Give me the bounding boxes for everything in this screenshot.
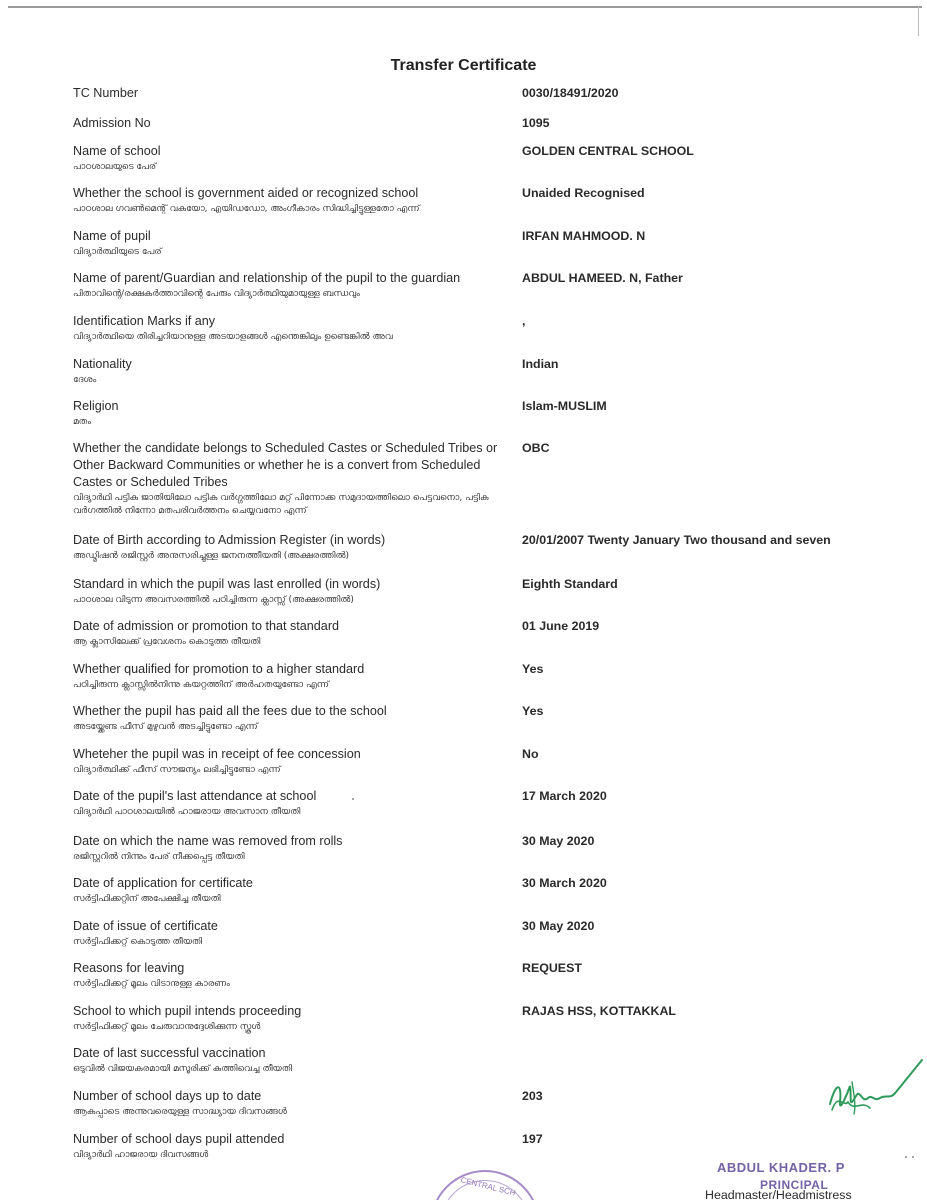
field-label-malayalam: വിദ്യാര്‍ഥി പാഠശാലയില്‍ ഹാജരായ അവസാന തീയതി: [73, 807, 301, 817]
field-value: OBC: [522, 441, 550, 455]
field-label: [73, 661, 503, 692]
field-label: [73, 1003, 503, 1034]
field-value: IRFAN MAHMOOD. N: [522, 229, 646, 243]
scan-speck: [912, 1156, 914, 1158]
field-value: 30 May 2020: [522, 919, 595, 933]
scan-speck: [352, 798, 354, 800]
field-value: No: [522, 747, 539, 761]
field-label-english: Nationality: [73, 357, 132, 371]
field-value: 1095: [522, 116, 550, 130]
field-label-malayalam: വിദ്യാര്‍ഥി പട്ടിക ജാതിയിലോ പട്ടിക വര്‍ഗ്ഗത്തിലോ മറ്റ് പിന്നോക്ക സമുദായത്തിലൊ പെട്ടവനൊ, പട്ടിക വര്‍ഗത്തില്‍ നിന്നോ മതപരിവര്‍ത്തനം ചെയ്യവനോ എന്ന്: [73, 493, 489, 516]
field-label-english: Name of parent/Guardian and relationship of the pupil to the guardian: [73, 271, 461, 285]
field-label: [73, 875, 503, 906]
field-label-english: Date of Birth according to Admission Register (in words): [73, 533, 386, 547]
field-label-malayalam: വിദ്യാര്‍ത്ഥിയെ തിരിച്ചറിയാനുള്ള അടയാളങ്ങള്‍ എന്തെങ്കിലും ഉണ്ടെങ്കില്‍ അവ: [73, 332, 393, 342]
field-label: [73, 1088, 503, 1119]
field-label: [73, 618, 503, 649]
field-value: 17 March 2020: [522, 789, 607, 803]
field-label: [73, 788, 503, 819]
field-label-malayalam: വിദ്യാര്‍ത്ഥിക്ക് ഫീസ് സൗജന്യം ലഭിച്ചിട്ടുണ്ടോ എന്ന്: [73, 765, 281, 775]
field-value: 197: [522, 1132, 543, 1146]
field-label-malayalam: സര്‍ട്ടിഫിക്കറ്റിന് അപേക്ഷിച്ച തീയതി: [73, 894, 221, 904]
field-label-malayalam: ദേശം: [73, 375, 97, 385]
field-value: Islam-MUSLIM: [522, 399, 607, 413]
field-label-english: Religion: [73, 399, 119, 413]
scan-speck: [905, 1156, 907, 1158]
field-label: [73, 185, 503, 216]
field-label-malayalam: സര്‍ട്ടിഫിക്കറ്റ് കൊടുത്ത തീയതി: [73, 937, 203, 947]
scan-edge-right: [918, 6, 919, 36]
field-value: Unaided Recognised: [522, 186, 645, 200]
field-label-english: Admission No: [73, 116, 151, 130]
field-value: RAJAS HSS, KOTTAKKAL: [522, 1004, 676, 1018]
field-label: [73, 532, 503, 563]
field-label: [73, 85, 503, 103]
field-label-malayalam: പാഠശാല വിടുന്ന അവസരത്തില്‍ പഠിച്ചിരുന്ന ക്ലാസ്സ് (അക്ഷരത്തില്‍): [73, 595, 354, 605]
principal-signature: [818, 1052, 923, 1132]
field-label: [73, 270, 503, 301]
field-label-english: Number of school days up to date: [73, 1089, 262, 1103]
field-label: [73, 576, 503, 607]
field-label-malayalam: ആകപ്പാടെ അന്നുവരെയുള്ള സാദ്ധ്യായ ദിവസങ്ങള്‍: [73, 1107, 287, 1117]
field-label-english: Identification Marks if any: [73, 314, 216, 328]
field-label-english: Reasons for leaving: [73, 961, 185, 975]
field-label: [73, 1045, 503, 1076]
field-label-english: TC Number: [73, 86, 139, 100]
scan-edge-top: [8, 6, 922, 8]
field-label-malayalam: വിദ്യാര്‍ഥി ഹാജരായ ദിവസങ്ങള്‍: [73, 1150, 209, 1160]
field-label-english: Number of school days pupil attended: [73, 1132, 285, 1146]
field-label-english: Whether the pupil has paid all the fees due to the school: [73, 704, 387, 718]
field-value: 30 May 2020: [522, 834, 595, 848]
field-label-malayalam: അഡ്മിഷന്‍ രജിസ്റ്റര്‍ അനുസരിച്ചുള്ള ജനനത്തീയതി (അക്ഷരത്തില്‍): [73, 551, 350, 561]
field-label-english: Date of application for certificate: [73, 876, 253, 890]
field-label-english: Date of last successful vaccination: [73, 1046, 266, 1060]
field-label-english: Standard in which the pupil was last enrolled (in words): [73, 577, 381, 591]
signatory-label: Headmaster/Headmistress: [705, 1188, 852, 1200]
field-value: Eighth Standard: [522, 577, 618, 591]
field-label-english: Whether qualified for promotion to a higher standard: [73, 662, 365, 676]
field-label-malayalam: പഠിച്ചിരുന്ന ക്ലാസ്സില്‍നിന്നു കയറ്റത്തിന് അര്‍ഹതയുണ്ടോ എന്ന്: [73, 680, 329, 690]
field-label-malayalam: ഒടുവില്‍ വിജയകരമായി മസൂരിക്ക് കുത്തിവെച്ച തീയതി: [73, 1064, 292, 1074]
field-label: [73, 356, 503, 387]
field-value: Yes: [522, 662, 544, 676]
field-value: ABDUL HAMEED. N, Father: [522, 271, 683, 285]
field-label-english: Name of school: [73, 144, 161, 158]
stamp-role: PRINCIPAL: [760, 1178, 829, 1192]
field-value: REQUEST: [522, 961, 582, 975]
field-label: [73, 833, 503, 864]
field-label: [73, 228, 503, 259]
field-label-english: Wheteher the pupil was in receipt of fee concession: [73, 747, 361, 761]
field-label: [73, 1131, 503, 1162]
field-value: 30 March 2020: [522, 876, 607, 890]
field-label: [73, 918, 503, 949]
field-value: Indian: [522, 357, 559, 371]
seal-text: CENTRAL SCH: [459, 1175, 517, 1198]
stamp-name: ABDUL KHADER. P: [717, 1160, 845, 1175]
field-label-malayalam: പിതാവിന്റെ/രക്ഷകര്‍ത്താവിന്റെ പേരും വിദ്യാര്‍ത്ഥിയുമായുള്ള ബന്ധവും: [73, 289, 360, 299]
field-label-english: Date of issue of certificate: [73, 919, 218, 933]
field-value: GOLDEN CENTRAL SCHOOL: [522, 144, 694, 158]
field-label: [73, 398, 503, 429]
field-label-english: Date on which the name was removed from rolls: [73, 834, 343, 848]
field-label-malayalam: പാഠശാലയുടെ പേര്: [73, 162, 157, 172]
field-value: 203: [522, 1089, 543, 1103]
field-label: [73, 313, 503, 344]
field-label-english: Whether the candidate belongs to Scheduled Castes or Scheduled Tribes or Other Backward Communities or whether he is a convert from Scheduled Castes or Scheduled Tribes: [73, 441, 498, 489]
document-title: Transfer Certificate: [390, 57, 537, 74]
field-value: 20/01/2007 Twenty January Two thousand and seven: [522, 533, 831, 547]
field-label-english: Name of pupil: [73, 229, 151, 243]
field-label-english: Date of the pupil's last attendance at school: [73, 789, 317, 803]
field-label: [73, 143, 503, 174]
field-label: [73, 440, 503, 518]
field-label-malayalam: വിദ്യാര്‍ത്ഥിയുടെ പേര്: [73, 247, 162, 257]
field-value: 01 June 2019: [522, 619, 600, 633]
field-label-malayalam: സര്‍ട്ടിഫിക്കറ്റ് മൂലം വിടാനുള്ള കാരണം: [73, 979, 230, 989]
field-label-malayalam: സര്‍ട്ടിഫിക്കറ്റ് മൂലം ചേരുവാനുദ്ദേശിക്കുന്ന സ്കൂള്‍: [73, 1022, 261, 1032]
field-label-malayalam: ആ ക്ലാസിലേക്ക് പ്രവേശനം കൊടുത്ത തീയതി: [73, 637, 261, 647]
field-value: ,: [522, 314, 526, 328]
field-label-malayalam: മതം: [73, 417, 92, 427]
field-label: [73, 746, 503, 777]
field-label-malayalam: പാഠശാല ഗവണ്‍മെന്റ് വകയോ, എയിഡഡോ, അംഗീകാരം സിദ്ധിച്ചിട്ടുള്ളതോ എന്ന്: [73, 204, 420, 214]
field-label: [73, 960, 503, 991]
field-value: 0030/18491/2020: [522, 86, 619, 100]
field-label-malayalam: രജിസ്റ്ററില്‍ നിന്നും പേര് നീക്കപ്പെട്ട തീയതി: [73, 852, 245, 862]
field-label-english: Date of admission or promotion to that standard: [73, 619, 340, 633]
field-label-malayalam: അടയ്ക്കേണ്ട ഫീസ് മുഴുവന്‍ അടച്ചിട്ടുണ്ടോ എന്ന്: [73, 722, 258, 732]
field-label: [73, 115, 503, 133]
field-value: Yes: [522, 704, 544, 718]
field-label-english: Whether the school is government aided or recognized school: [73, 186, 419, 200]
school-seal: [430, 1170, 540, 1200]
field-label-english: School to which pupil intends proceeding: [73, 1004, 302, 1018]
field-label: [73, 703, 503, 734]
